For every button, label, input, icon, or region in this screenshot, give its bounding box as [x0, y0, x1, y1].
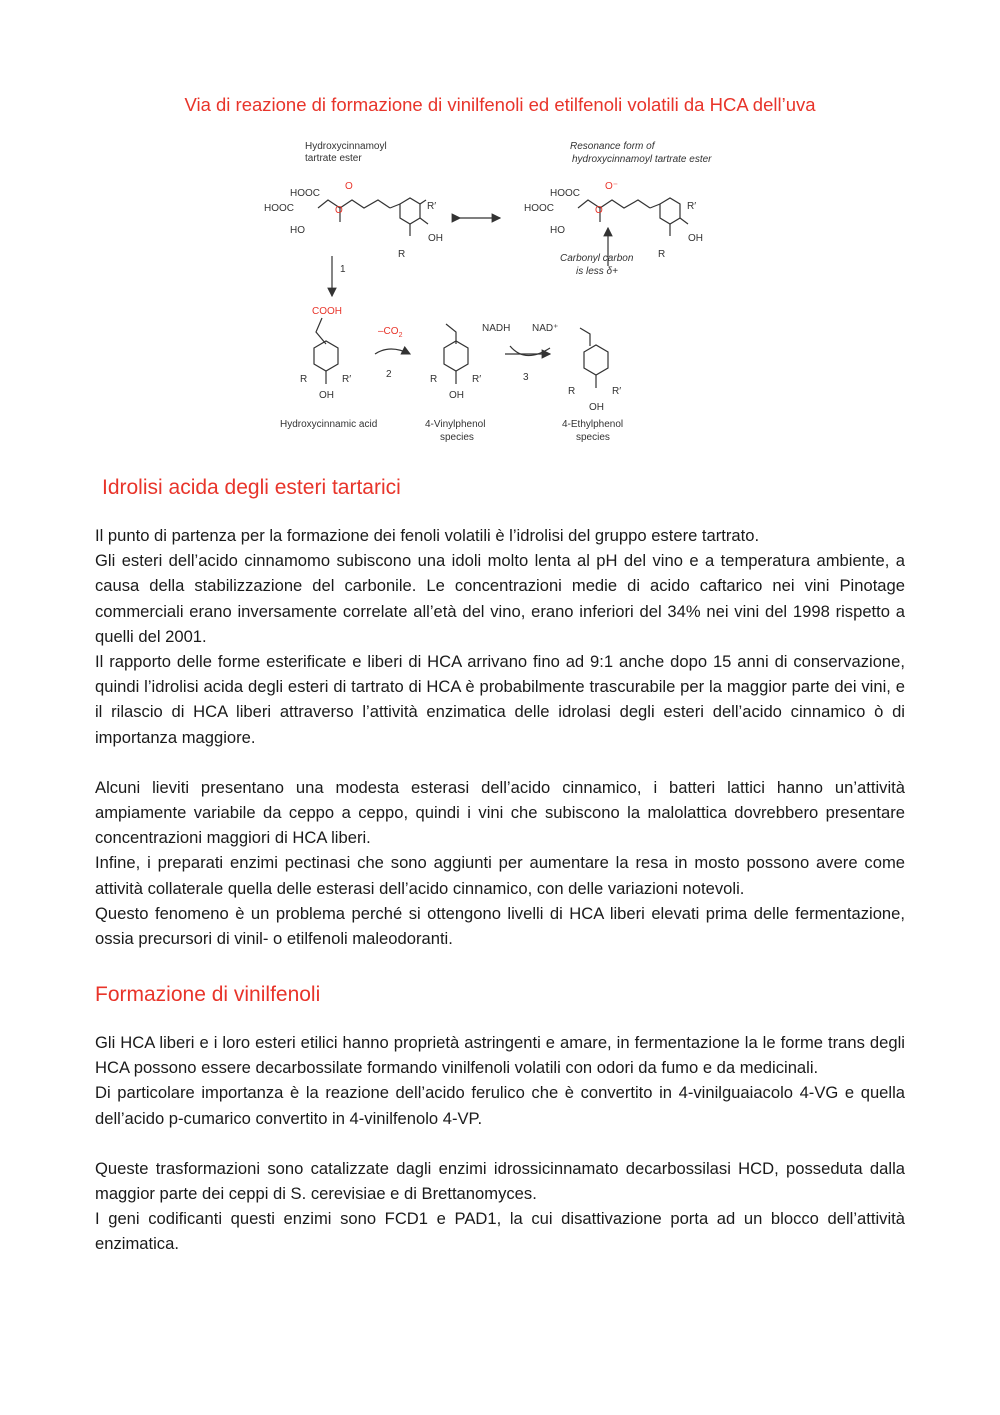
section2-paragraph: I geni codificanti questi enzimi sono FCD1 e PAD1, la cui disattivazione porta ad un blocco dell’attività enzimatica.: [95, 1209, 905, 1254]
step1-label: 1: [340, 264, 346, 275]
reaction-scheme-diagram: [250, 136, 750, 451]
step2-arrow: [375, 349, 410, 354]
o-label-red-1: O: [345, 181, 353, 192]
o-minus-label-red: O⁻: [605, 181, 619, 192]
r-label-5: R: [568, 386, 576, 397]
section1-paragraph: Il rapporto delle forme esterificate e liberi di HCA arrivano fino ad 9:1 anche dopo 15 anni di conservazione, quindi l’idrolisi acida degli esteri di tartrato di HCA è probabilmente trascurabile per la maggior parte dei vini, e il rilascio di HCA liberi attraverso l’attività enzimatica delle idrolasi degli esteri dell’acido cinnamico ò di importanza maggiore.: [95, 652, 905, 747]
section1-heading: Idrolisi acida degli esteri tartarici: [102, 476, 401, 499]
o-label-red-3: O: [595, 205, 603, 216]
label-carbonyl-line2: is less δ+: [576, 266, 618, 277]
label-ester-line1: Hydroxycinnamoyl: [305, 141, 387, 152]
oh-label-4: OH: [449, 390, 464, 401]
r-prime-label-1: R′: [427, 201, 437, 212]
oh-label-5: OH: [589, 402, 604, 413]
label-hca: Hydroxycinnamic acid: [280, 419, 378, 430]
oh-label-2: OH: [688, 233, 703, 244]
label-vinyl-line2: species: [440, 432, 474, 443]
vinylphenol-structure: [444, 324, 468, 384]
r-label-3: R: [300, 374, 308, 385]
r-label-4: R: [430, 374, 438, 385]
label-ethyl-line2: species: [576, 432, 610, 443]
hooc-label-4: HOOC: [524, 203, 554, 214]
hooc-label-3: HOOC: [550, 188, 580, 199]
label-ester-line2: tartrate ester: [305, 153, 362, 164]
step2-label: 2: [386, 369, 392, 380]
label-resonance-line2: hydroxycinnamoyl tartrate ester: [572, 154, 712, 165]
ethylphenol-structure: [580, 328, 608, 388]
nadh-label: NADH: [482, 323, 511, 334]
r-label-2: R: [658, 249, 666, 260]
r-label-1: R: [398, 249, 406, 260]
section1-body: [95, 523, 905, 951]
ester-structure: [318, 198, 428, 236]
section2-paragraph: Gli HCA liberi e i loro esteri etilici hanno proprietà astringenti e amare, in fermentazione la le forme trans degli HCA possono essere decarbossilate formando vinilfenoli volatili con odori da fumo e da medicinali.: [95, 1033, 905, 1078]
step3-label: 3: [523, 372, 529, 383]
section2-heading: Formazione di vinilfenoli: [95, 983, 321, 1006]
o-label-red-2: O: [335, 205, 343, 216]
nad-label: NAD⁺: [532, 323, 559, 334]
r-prime-label-3: R′: [342, 374, 352, 385]
co2-label: $-CO_2$: [378, 326, 403, 339]
label-carbonyl-line1: Carbonyl carbon: [560, 253, 634, 264]
ho-label-2: HO: [550, 225, 565, 236]
ho-label-1: HO: [290, 225, 305, 236]
label-ethyl-line1: 4-Ethylphenol: [562, 419, 624, 430]
r-prime-label-2: R′: [687, 201, 697, 212]
hca-structure: [314, 318, 338, 384]
section2-paragraph: Queste trasformazioni sono catalizzate dagli enzimi idrossicinnamato decarbossilasi HCD, posseduta dalla maggior parte dei ceppi di S. cerevisiae e di Brettanomyces.: [95, 1158, 905, 1204]
label-resonance-line1: Resonance form of: [570, 141, 655, 152]
cooh-label: COOH: [312, 306, 342, 317]
section1-paragraph: Il punto di partenza per la formazione dei fenoli volatili è l’idrolisi del gruppo estere tartrato.: [95, 526, 760, 545]
section1-paragraph: Alcuni lieviti presentano una modesta esterasi dell’acido cinnamico, i batteri lattici hanno un’attività ampiamente variabile da ceppo a ceppo, quindi i vini che subiscono la malolattica dovrebbero presentare concentrazioni maggiori di HCA liberi.: [95, 777, 905, 848]
section2-body: [95, 1030, 905, 1257]
section2-paragraph: Di particolare importanza è la reazione dell’acido ferulico che è convertito in 4-vinilguaiacolo 4-VG e quella dell’acido p-cumarico convertito in 4-vinilfenolo 4-VP.: [95, 1083, 905, 1128]
hooc-label-2: HOOC: [264, 203, 294, 214]
oh-label-1: OH: [428, 233, 443, 244]
r-prime-label-4: R′: [472, 374, 482, 385]
section1-paragraph: Infine, i preparati enzimi pectinasi che sono aggiunti per aumentare la resa in mosto possono avere come attività collaterale quella delle esterasi dell’acido cinnamico, con delle variazioni notevoli.: [95, 853, 905, 898]
hooc-label-1: HOOC: [290, 188, 320, 199]
page-title: Via di reazione di formazione di vinilfenoli ed etilfenoli volatili da HCA dell’uva: [184, 94, 816, 115]
reaction-scheme-figure: [250, 136, 750, 451]
oh-label-3: OH: [319, 390, 334, 401]
label-vinyl-line1: 4-Vinylphenol: [425, 419, 486, 430]
section1-paragraph: Questo fenomeno è un problema perché si ottengono livelli di HCA liberi elevati prima delle fermentazione, ossia precursori di vinil- o etilfenoli maleodoranti.: [95, 903, 905, 949]
section1-paragraph: Gli esteri dell’acido cinnamomo subiscono una idoli molto lenta al pH del vino e a temperatura ambiente, a causa della stabilizzazione del carbonile. Le concentrazioni medie di acido caftarico nei vini Pinotage commerciali erano inversamente correlate all’età del vino, erano inferiori del 34% nei vini del 1998 rispetto a quelli del 2001.: [95, 551, 905, 646]
r-prime-label-5: R′: [612, 386, 622, 397]
